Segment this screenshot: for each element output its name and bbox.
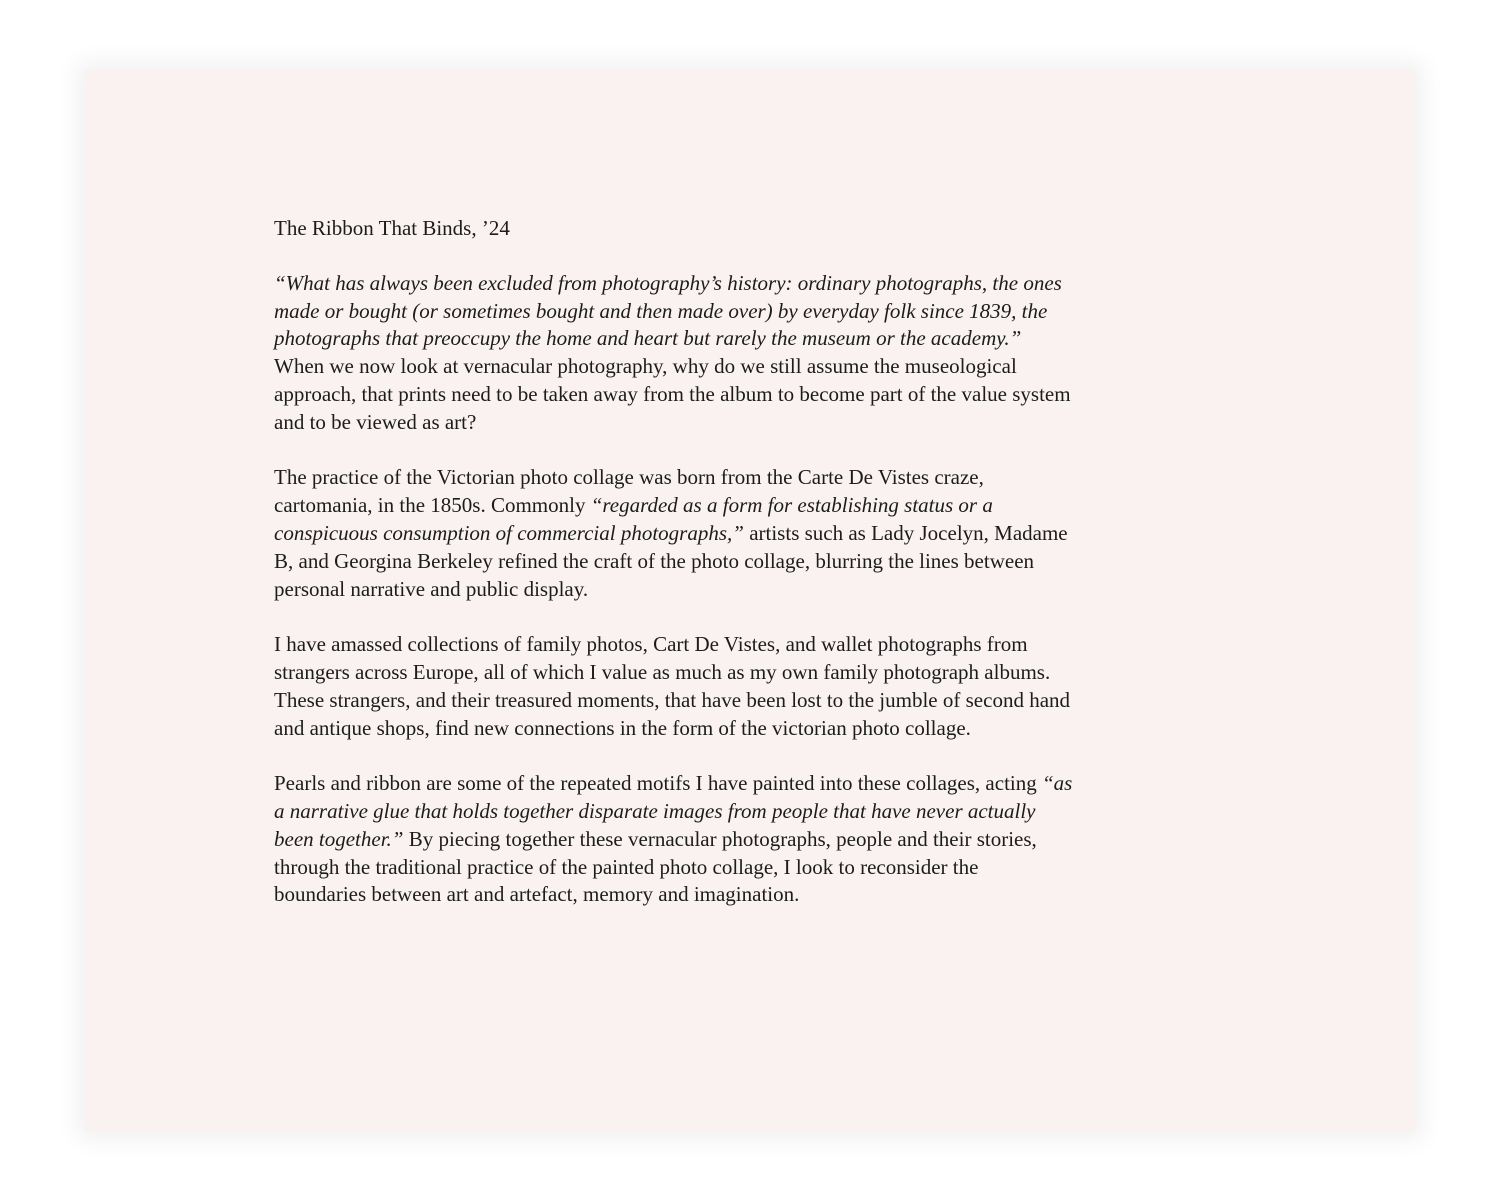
paragraph-1-quote: “What has always been excluded from photography’s history: ordinary photographs, the ones made or bought (or sometimes bought and then made over) by everyday folk since 1839, the photographs that preoccupy the home and heart but rarely the museum or the academy.” bbox=[274, 270, 1062, 351]
paragraph-4-quote: “as a narrative glue that holds together disparate images from people that have never actually been together.” bbox=[274, 771, 1073, 851]
paragraph-2-text-start: The practice of the Victorian photo collage was born from the Carte De Vistes craze, cartomania, in the 1850s. Commonly bbox=[274, 465, 984, 518]
paragraph-4-text-start: Pearls and ribbon are some of the repeated motifs I have painted into these collages, acting bbox=[274, 771, 1042, 796]
paragraph-2-quote: “regarded as a form for establishing status or a conspicuous consumption of commercial photographs,” bbox=[274, 493, 993, 545]
paragraph-3-text: I have amassed collections of family photos, Cart De Vistes, and wallet photographs from strangers across Europe, all of which I value as much as my own family photograph albums. These strangers, and their treasured moments, that have been lost to the jumble of second hand and antique shops, find new connections in the form of the victorian photo collage. bbox=[274, 632, 1071, 740]
paragraph-2 bbox=[274, 464, 1074, 603]
paragraph-3 bbox=[274, 631, 1074, 742]
paragraph-4-text-end: By piecing together these vernacular photographs, people and their stories, through the traditional practice of the painted photo collage, I look to reconsider the boundaries between art and artefact, memory and imagination. bbox=[274, 826, 1037, 907]
document-card bbox=[85, 70, 1415, 1132]
text-block bbox=[274, 215, 1074, 937]
document-title: The Ribbon That Binds, ’24 bbox=[274, 216, 510, 240]
paragraph-1 bbox=[274, 270, 1074, 437]
paragraph-4 bbox=[274, 770, 1074, 909]
paragraph-1-text: When we now look at vernacular photography, why do we still assume the museological approach, that prints need to be taken away from the album to become part of the value system and to be viewed as art? bbox=[274, 354, 1071, 434]
paragraph-2-text-end: artists such as Lady Jocelyn, Madame B, and Georgina Berkeley refined the craft of the photo collage, blurring the lines between personal narrative and public display. bbox=[274, 520, 1068, 601]
